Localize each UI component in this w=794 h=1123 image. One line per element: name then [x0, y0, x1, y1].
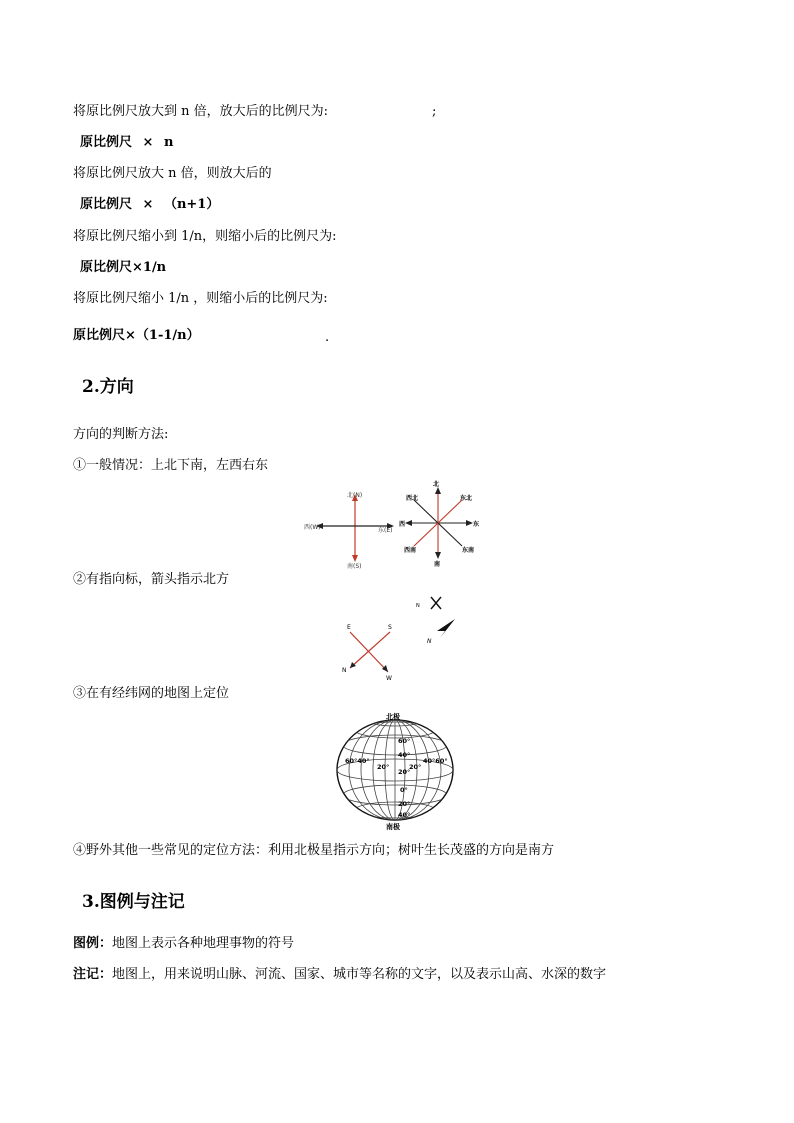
- legend-term: 图例：: [73, 936, 113, 951]
- scale-formula-4: 原比例尺×（1-1/n）: [73, 328, 200, 343]
- cross-direction-diagram: [304, 488, 400, 570]
- globe-south-pole: 南极: [386, 823, 400, 831]
- section-heading-direction: 2.方向: [82, 377, 134, 397]
- eight-label-ne: 东北: [460, 495, 473, 502]
- direction-item-1: ①一般情况：上北下南，左西右东: [73, 458, 269, 473]
- compass-label-w: W: [386, 675, 392, 682]
- globe-lat-label: 60°: [398, 737, 411, 745]
- eight-label-se: 东南: [462, 547, 475, 554]
- note-definition: [73, 967, 606, 983]
- globe-lon-left: 60°40°: [345, 757, 370, 765]
- globe-graticule-diagram: [335, 712, 455, 832]
- direction-item-4: ④野外其他一些常见的定位方法：利用北极星指示方向；树叶生长茂盛的方向是南方: [73, 843, 555, 858]
- north-arrow-symbols: [413, 593, 463, 643]
- globe-lon-mid2: 20°: [409, 763, 422, 771]
- eight-label-s: 南: [434, 561, 441, 568]
- eight-label-n: 北: [433, 481, 440, 488]
- scale-formula-2: 原比例尺 × （n+1）: [80, 197, 220, 212]
- scale-enlarge-by-text: 将原比例尺放大 n 倍，则放大后的: [73, 166, 272, 181]
- eight-label-nw: 西北: [406, 495, 419, 502]
- cross-label-east: 东(E): [378, 527, 393, 534]
- scale-enlarge-to-text: 将原比例尺放大到 n 倍，放大后的比例尺为:: [73, 104, 329, 119]
- globe-lat-label: 20°: [398, 800, 411, 808]
- globe-lat-label: 0°: [400, 786, 408, 794]
- rotated-compass-diagram: [342, 620, 402, 680]
- scale-formula-1: 原比例尺 × n: [80, 135, 174, 150]
- cross-label-south: 南(S): [347, 563, 362, 570]
- scale-formula-3: 原比例尺×1/n: [80, 260, 167, 275]
- globe-lon-right: 40°60°: [423, 757, 448, 765]
- scale-formula-4-end: .: [325, 330, 330, 345]
- legend-def: 地图上表示各种地理事物的符号: [112, 936, 295, 951]
- compass-label-e: E: [347, 624, 351, 631]
- scale-reduce-to-text: 将原比例尺缩小到 1/n，则缩小后的比例尺为:: [73, 229, 337, 244]
- compass-label-n: N: [342, 667, 347, 674]
- eight-label-w: 西: [399, 521, 406, 528]
- scale-reduce-by-text: 将原比例尺缩小 1/n ，则缩小后的比例尺为:: [73, 291, 328, 306]
- eight-direction-diagram: [398, 481, 480, 568]
- cross-label-west: 西(W): [304, 524, 321, 531]
- legend-definition: [73, 936, 294, 952]
- arrow-label-n1: N: [416, 603, 420, 609]
- eight-label-sw: 西南: [404, 547, 417, 554]
- globe-north-pole: 北极: [386, 713, 400, 721]
- direction-item-3: ③在有经纬网的地图上定位: [73, 686, 230, 701]
- globe-lon-mid1: 20°: [377, 763, 390, 771]
- globe-lat-label: 40°: [398, 751, 411, 759]
- note-term: 注记：: [73, 967, 113, 982]
- eight-label-e: 东: [473, 521, 480, 528]
- globe-lat-label: 20°: [398, 768, 411, 776]
- cross-label-north: 北(N): [347, 492, 363, 499]
- compass-label-s: S: [388, 624, 392, 631]
- direction-intro: 方向的判断方法:: [73, 427, 169, 442]
- section-heading-legend: 3.图例与注记: [82, 892, 185, 912]
- scale-enlarge-to-end: ;: [432, 104, 437, 119]
- direction-item-2: ②有指向标，箭头指示北方: [73, 572, 230, 587]
- arrow-label-n2: N: [427, 638, 432, 645]
- note-def: 地图上，用来说明山脉、河流、国家、城市等名称的文字，以及表示山高、水深的数字: [112, 967, 607, 982]
- globe-lat-label: 40°: [398, 811, 411, 819]
